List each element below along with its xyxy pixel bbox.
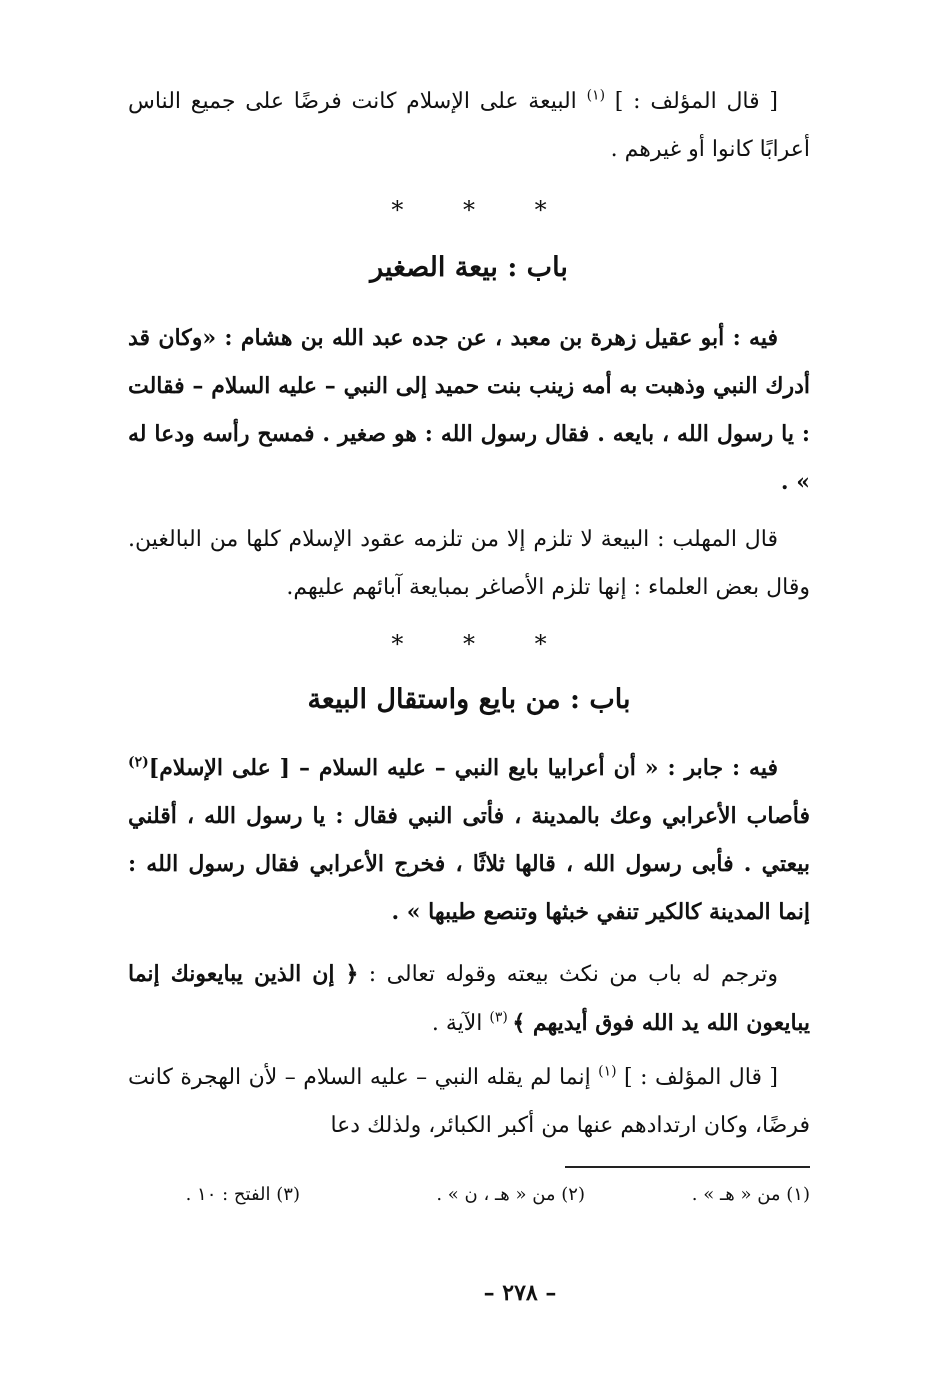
footnote-marker-2: (٢) xyxy=(128,754,149,771)
paragraph-text: قال المهلب : البيعة لا تلزم إلا من تلزمه عقود الإسلام كلها من البالغين. وقال بعض العلماء : إنها تلزم الأصاغر بمبايعة آبائهم عليهم. xyxy=(128,527,810,600)
author-note-prefix: [ قال المؤلف : ] xyxy=(605,89,779,114)
author-note-prefix: [ قال المؤلف : ] xyxy=(616,1065,778,1090)
footnote-marker-3: (٣) xyxy=(489,1009,513,1026)
section-divider-stars: * * * xyxy=(391,196,547,224)
hadith-prefix: فيه : جابر : « أن أعرابيا بايع النبي – عليه السلام – [ على الإسلام] xyxy=(148,755,778,781)
footnote-3: (٣) الفتح : ١٠ . xyxy=(185,1184,300,1205)
chapter-heading: باب : من بايع واستقال البيعة xyxy=(307,684,631,715)
footnote-separator xyxy=(565,1166,810,1168)
paragraph-text: فأصاب الأعرابي وعك بالمدينة ، فأتى النبي فقال : يا رسول الله ، أقلني بيعتي . فأبى رسول الله ، قالها ثلاثًا ، فخرج الأعرابي فقال رسول الله : إنما المدينة كالكير تنفي خبثها وتنصع طيبها » . xyxy=(128,803,810,925)
paragraph-commentary-2 xyxy=(128,950,810,1048)
paragraph-author-note-2 xyxy=(128,1054,810,1150)
paragraph-hadith-1 xyxy=(128,314,810,506)
footnote-marker-1: (١) xyxy=(586,87,606,104)
paragraph-suffix: الآية . xyxy=(431,1011,490,1036)
page-number: – ٢٧٨ – xyxy=(483,1280,557,1306)
paragraph-commentary-1 xyxy=(128,516,810,612)
footnotes xyxy=(128,1184,810,1214)
paragraph-author-note-1 xyxy=(128,78,810,174)
paragraph-hadith-2 xyxy=(128,744,810,936)
paragraph-text: فيه : أبو عقيل زهرة بن معبد ، عن جده عبد الله بن هشام : «وكان قد أدرك النبي وذهبت به أمه زينب بنت حميد إلى النبي – عليه السلام – فقالت : يا رسول الله ، بايعه . فقال رسول الله : هو صغير . فمسح رأسه ودعا له » . xyxy=(128,325,810,495)
paragraph-text: إنما لم يقله النبي – عليه السلام – لأن الهجرة كانت فرضًا، وكان ارتدادهم عنها من أكبر الكبائر، ولذلك دعا xyxy=(128,1065,810,1138)
footnote-2: (٢) من « هـ ، ن » . xyxy=(436,1184,585,1205)
quran-verse: ﴿ إن الذين يبايعونك إنما يبايعون الله يد الله فوق أيديهم ﴾ xyxy=(128,961,810,1036)
paragraph-prefix: وترجم له باب من نكث بيعته وقوله تعالى : xyxy=(358,962,778,987)
section-divider-stars: * * * xyxy=(391,630,547,658)
footnote-marker-1: (١) xyxy=(598,1063,617,1080)
chapter-heading: باب : بيعة الصغير xyxy=(370,252,568,283)
footnote-1: (١) من « هـ » . xyxy=(691,1184,810,1205)
paragraph-text: البيعة على الإسلام كانت فرضًا على جميع الناس أعرابًا كانوا أو غيرهم . xyxy=(128,89,810,162)
